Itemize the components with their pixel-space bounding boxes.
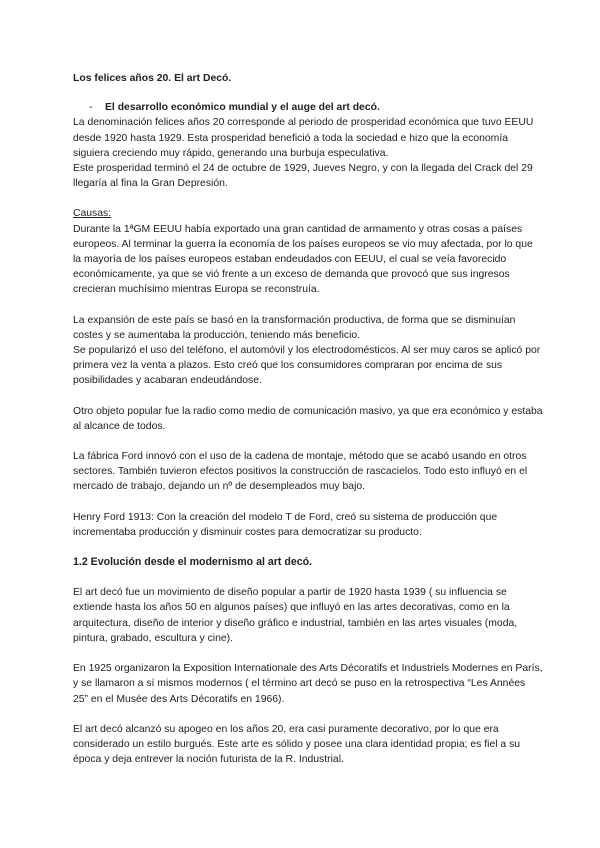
expansion-paragraph-2: Se popularizó el uso del teléfono, el automóvil y los electrodomésticos. Al ser muy caros se aplicó por primera vez la venta a plazos. Esto creó que los consumidores compraran por encima de sus posibilidades y acabaran endeudándose. [73, 345, 541, 387]
expansion-paragraph-1: La expansión de este país se basó en la transformación productiva, de forma que se disminuían costes y se aumentaba la producción, teniendo más beneficio. [73, 314, 516, 341]
causas-paragraph: Durante la 1ªGM EEUU había exportado una gran cantidad de armamento y otras cosas a países europeos. Al terminar la guerra la economía de los países europeos se vio muy afectada, por lo que la mayoría de los países europeos estaban endeudados con EEUU, el cual se veía favorecido económicamente, ya que se vió frente a un exceso de demanda que provocó que sus ingresos crecieran muchísimo mientras Europa se reconstruía. [73, 223, 533, 296]
artdeco-paragraph-2: En 1925 organizaron la Exposition Internationale des Arts Décoratifs et Industriels Modernes en París, y se llamaron a sí mismos modernos ( el término art decó se puso en la retrospectiva “Les Années 25” en el Musée des Arts Décoratifs en 1966). [73, 663, 543, 705]
henry-ford-paragraph: Henry Ford 1913: Con la creación del modelo T de Ford, creó su sistema de producción que incrementaba producción y disminuir costes para democratizar su producto. [73, 511, 498, 538]
section1-heading-text: El desarrollo económico mundial y el auge del art decó. [105, 102, 380, 114]
section1-heading [73, 100, 543, 115]
causas-label: Causas: [73, 208, 112, 220]
document-body [73, 71, 543, 767]
artdeco-paragraph-3: El art decó alcanzó su apogeo en los años 20, era casi puramente decorativo, por lo que era considerado un estilo burgués. Este arte es sólido y posee una clara identidad propia; es fiel a su época y deja entrever la noción futurista de la R. Industrial. [73, 723, 521, 766]
intro-paragraph-2: Este prosperidad terminó el 24 de octubre de 1929, Jueves Negro, y con la llegada del Crack del 29 llegaría al fina la Gran Depresión. [73, 163, 533, 190]
intro-paragraph-1: La denominación felices años 20 corresponde al periodo de prosperidad económica que tuvo EEUU desde 1920 hasta 1929. Esta prosperidad benefició a toda la sociedad e hizo que la economía siguiera creciendo muy rápido, generando una burbuja especulativa. [73, 117, 534, 159]
radio-paragraph: Otro objeto popular fue la radio como medio de comunicación masivo, ya que era económico y estaba al alcance de todos. [73, 405, 543, 432]
section2-heading: 1.2 Evolución desde el modernismo al art decó. [73, 556, 313, 569]
ford-factory-paragraph: La fábrica Ford innovó con el uso de la cadena de montaje, método que se acabó usando en otros sectores. También tuvieron efectos positivos la construcción de rascacielos. Todo esto influyó en el mercado de trabajo, dejando un nº de desempleados muy bajo. [73, 451, 528, 493]
document-title: Los felices años 20. El art Decó. [73, 73, 232, 84]
bullet-dash: - [89, 102, 93, 114]
artdeco-paragraph-1: El art decó fue un movimiento de diseño popular a partir de 1920 hasta 1939 ( su influencia se extiende hasta los años 50 en algunos países) que influyó en las artes decorativas, como en la arquitectura, diseño de interior y diseño gráfico e industrial, también en las artes visuales (moda, pintura, grabado, escultura y cine). [73, 587, 518, 644]
